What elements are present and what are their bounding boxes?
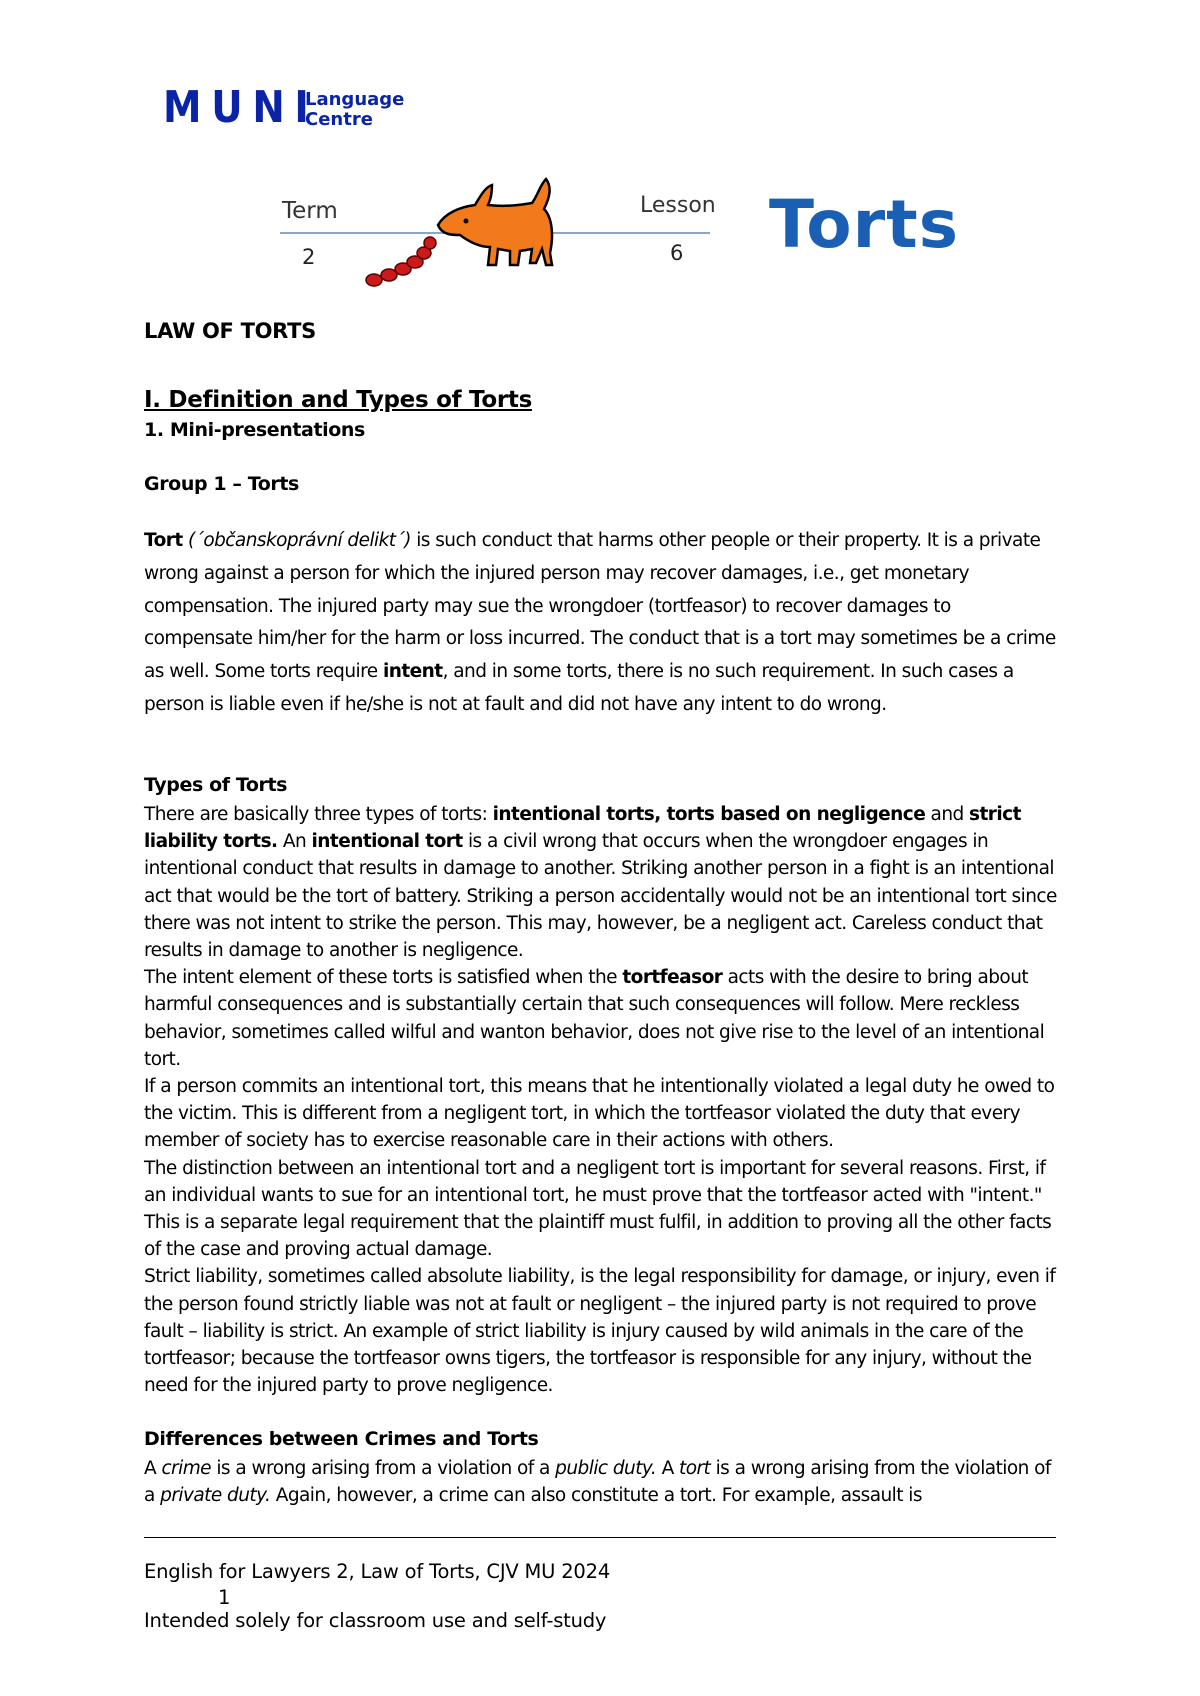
logo-line-2: Centre [305,109,373,130]
text: is a wrong arising from a violation of a [211,1458,556,1479]
dog-illustration [270,165,720,290]
text: acts with the desire to bring about harmful consequences and is substantially certain that such consequences will follow. Mere reckless behavior, sometimes called wilful and wanton behavior, does not give rise to the level of an intentional tort. [144,967,1045,1070]
term-number: 2 [302,245,316,269]
text: A [656,1458,680,1479]
tort-translation: (´občanskoprávní delikt´) [182,530,411,551]
italic-text: tort [679,1458,711,1479]
tort-term: Tort [144,530,183,551]
page-title: Torts [769,186,959,263]
main-heading: LAW OF TORTS [144,319,316,343]
text: The intent element of these torts is satisfied when the [144,967,623,989]
language-centre-logo-text [305,90,404,130]
types-paragraph-4: The distinction between an intentional tort and a negligent tort is important for several reasons. First, if an individual wants to sue for an intentional tort, he must prove that the tortfeasor acted with "intent." This is a separate legal requirement that the plaintiff must fulfil, in addition to proving all the other facts of the case and proving actual damage. [144,1157,1052,1261]
text: There are basically three types of torts: [144,804,493,825]
tort-definition-text-end: , and in some torts, there is no such requirement. In such cases a person is liable even if he/she is not at fault and did not have any intent to do wrong. [144,661,1014,715]
text: is a wrong arising from the violation of a [144,1458,1051,1507]
dog-icon [438,179,552,265]
page-number: 1 [218,1586,231,1609]
lesson-label: Lesson [640,193,716,218]
footer-divider [144,1537,1056,1538]
intent-term: intent [382,661,443,683]
group-title: Group 1 – Torts [144,473,299,495]
subsection-title: 1. Mini-presentations [144,419,365,441]
tort-definition-paragraph [144,525,1064,722]
types-section [144,801,1064,1399]
text: A [144,1458,162,1479]
sausage-chain-icon [366,237,436,286]
term-label: Term [282,198,338,224]
text: Again, however, a crime can also constitute a tort. For example, assault is [270,1485,922,1507]
logo-line-1: Language [305,89,405,110]
bold-text: intentional tort [311,831,463,853]
types-paragraph-3: If a person commits an intentional tort, this means that he intentionally violated a legal duty he owed to the victim. This is different from a negligent tort, in which the tortfeasor violated the duty that every member of society has to exercise reasonable care in their actions with others. [144,1076,1055,1152]
tort-definition-text: is such conduct that harms other people or their property. It is a private wrong against a person for which the injured person may recover damages, i.e., get monetary compensation. The injured party may sue the wrongdoer (tortfeasor) to recover damages to compensate him/her for the harm or loss incurred. The conduct that is a tort may sometimes be a crime as well. Some torts require [144,530,1056,683]
text: An [277,831,312,853]
italic-text: private duty. [160,1485,271,1507]
footer-usage-note: Intended solely for classroom use and self-study [144,1609,607,1632]
text: is a civil wrong that occurs when the wrongdoer engages in intentional conduct that results in damage to another. Striking another person in a fight is an intentional act that would be the tort of battery. Striking a person accidentally would not be an intentional tort since there was not intent to strike the person. This may, however, be a negligent act. Careless conduct that results in damage to another is negligence. [144,831,1057,962]
differences-paragraph [144,1455,1064,1509]
section-title: I. Definition and Types of Torts [144,387,532,413]
types-heading: Types of Torts [144,774,288,796]
types-paragraph-1 [144,801,1064,964]
types-paragraph-2 [144,964,1064,1073]
differences-heading: Differences between Crimes and Torts [144,1428,539,1450]
muni-logo: MUNI [163,82,319,133]
lesson-number: 6 [670,241,684,265]
text: and [925,804,970,825]
italic-text: public duty. [555,1458,657,1479]
types-paragraph-5: Strict liability, sometimes called absolute liability, is the legal responsibility for damage, or injury, even if the person found strictly liable was not at fault or negligent – the injured party is not required to prove fault – liability is strict. An example of strict liability is injury caused by wild animals in the care of the tortfeasor; because the tortfeasor owns tigers, the tortfeasor is responsible for any injury, without the need for the injured party to prove negligence. [144,1266,1056,1397]
bold-text: intentional torts, torts based on negligence [492,804,926,825]
italic-text: crime [161,1458,212,1479]
footer-course-line: English for Lawyers 2, Law of Torts, CJV MU 2024 [144,1560,611,1583]
bold-text: strict liability torts. [144,804,1021,853]
bold-text: tortfeasor [622,967,723,989]
